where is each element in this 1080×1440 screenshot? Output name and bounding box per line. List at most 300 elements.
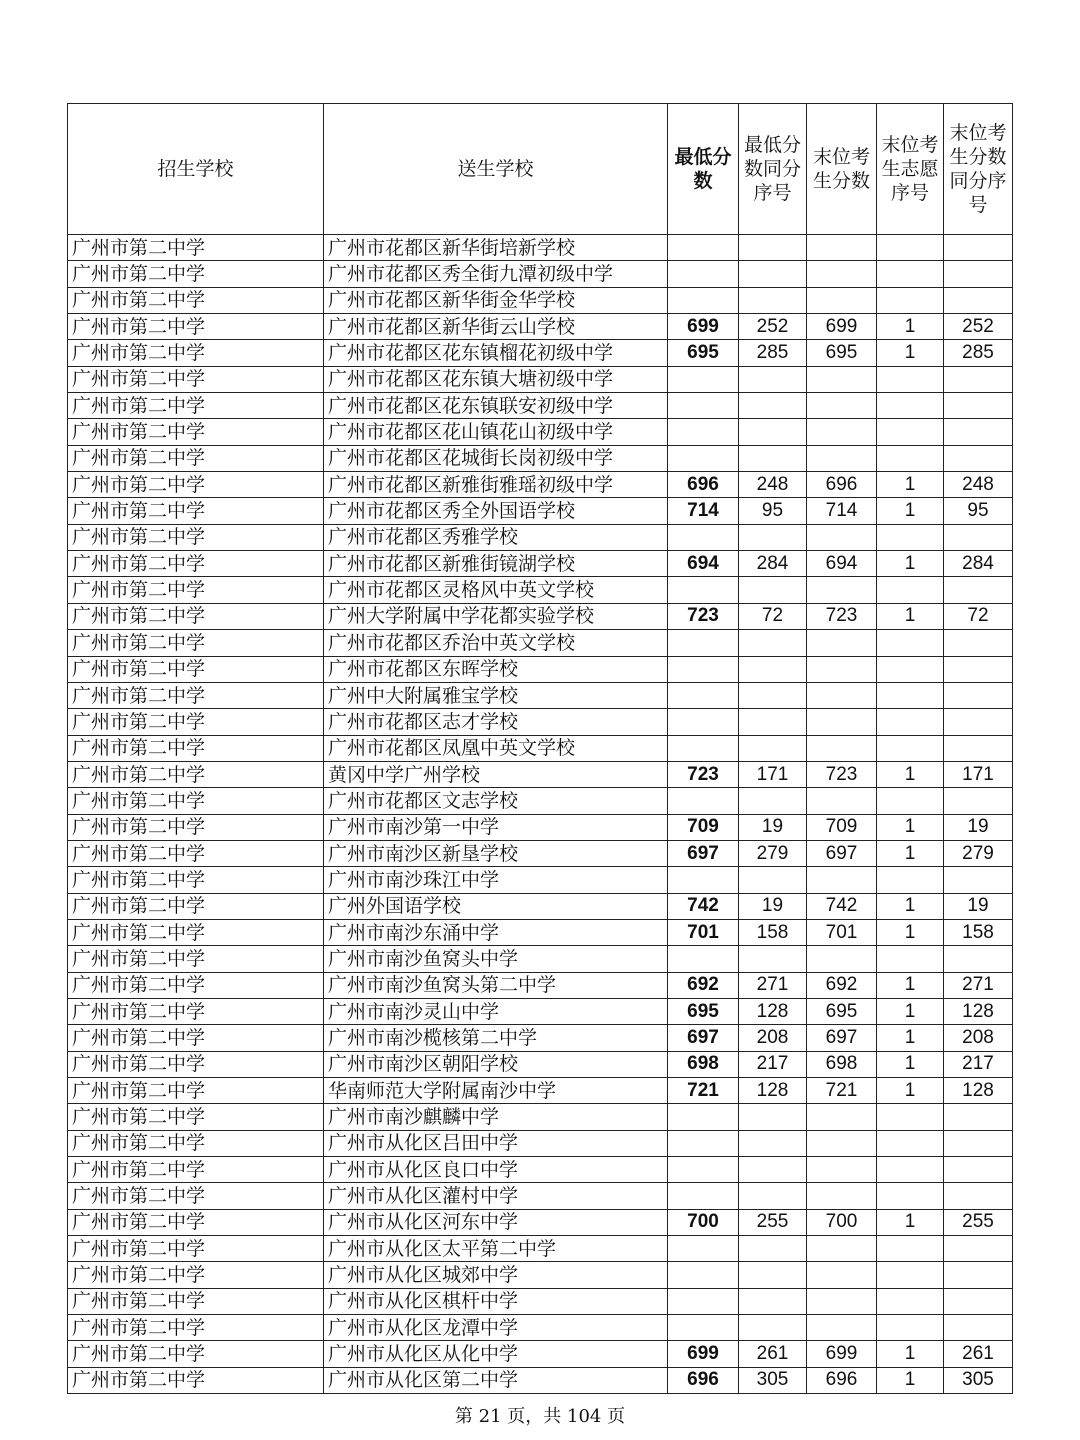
min-score-cell: 696 [668,472,739,498]
last-pref-rank-cell [877,682,944,708]
min-score-cell [668,1157,739,1183]
send-school-cell: 广州市从化区灌村中学 [324,1183,668,1209]
send-school-cell: 华南师范大学附属南沙中学 [324,1078,668,1104]
send-school-cell: 广州市从化区良口中学 [324,1157,668,1183]
min-score-cell: 699 [668,1341,739,1367]
last-score-cell [807,235,877,261]
min-score-cell [668,682,739,708]
send-school-cell: 广州市南沙珠江中学 [324,867,668,893]
min-score-cell [668,1183,739,1209]
last-score-cell [807,735,877,761]
send-school-cell: 广州市花都区新雅街镜湖学校 [324,551,668,577]
last-score-cell: 723 [807,761,877,787]
min-score-rank-cell [739,1183,807,1209]
last-score-cell [807,1104,877,1130]
last-pref-rank-cell: 1 [877,1051,944,1077]
recruit-school-cell: 广州市第二中学 [68,1078,324,1104]
last-same-rank-cell: 128 [944,998,1013,1024]
send-school-cell: 广州市南沙榄核第二中学 [324,1025,668,1051]
min-score-rank-cell [739,445,807,471]
last-score-cell: 696 [807,1367,877,1393]
table-row [68,919,1013,945]
table-row [68,235,1013,261]
last-same-rank-cell: 252 [944,314,1013,340]
last-same-rank-cell [944,1183,1013,1209]
recruit-school-cell: 广州市第二中学 [68,946,324,972]
recruit-school-cell: 广州市第二中学 [68,709,324,735]
send-school-cell: 广州市花都区新华街云山学校 [324,314,668,340]
recruit-school-cell: 广州市第二中学 [68,656,324,682]
last-same-rank-cell [944,419,1013,445]
send-school-cell: 广州市花都区文志学校 [324,788,668,814]
recruit-school-cell: 广州市第二中学 [68,287,324,313]
last-same-rank-cell [944,867,1013,893]
min-score-rank-cell [739,656,807,682]
recruit-school-cell: 广州市第二中学 [68,1104,324,1130]
table-row [68,1130,1013,1156]
last-same-rank-cell [944,1262,1013,1288]
min-score-cell [668,1104,739,1130]
header-last-same-rank: 末位考生分数同分序号 [944,104,1013,235]
send-school-cell: 广州市花都区花东镇榴花初级中学 [324,340,668,366]
last-same-rank-cell [944,656,1013,682]
header-last-pref-rank: 末位考生志愿序号 [877,104,944,235]
min-score-cell [668,445,739,471]
recruit-school-cell: 广州市第二中学 [68,998,324,1024]
last-score-cell: 714 [807,498,877,524]
last-score-cell: 695 [807,340,877,366]
last-same-rank-cell: 284 [944,551,1013,577]
send-school-cell: 广州市花都区新华街金华学校 [324,287,668,313]
recruit-school-cell: 广州市第二中学 [68,630,324,656]
last-score-cell [807,1315,877,1341]
last-score-cell [807,366,877,392]
min-score-rank-cell: 248 [739,472,807,498]
min-score-cell: 697 [668,840,739,866]
table-row [68,1051,1013,1077]
table-row [68,1157,1013,1183]
last-score-cell [807,524,877,550]
last-score-cell [807,1183,877,1209]
header-recruit-school: 招生学校 [68,104,324,235]
recruit-school-cell: 广州市第二中学 [68,972,324,998]
last-pref-rank-cell: 1 [877,1078,944,1104]
table-row [68,840,1013,866]
table-row [68,1236,1013,1262]
recruit-school-cell: 广州市第二中学 [68,1262,324,1288]
last-pref-rank-cell [877,1104,944,1130]
last-score-cell: 697 [807,840,877,866]
table-row [68,314,1013,340]
last-score-cell [807,946,877,972]
send-school-cell: 广州市花都区秀全街九潭初级中学 [324,261,668,287]
table-row [68,577,1013,603]
min-score-rank-cell [739,946,807,972]
min-score-rank-cell [739,287,807,313]
table-row [68,814,1013,840]
min-score-rank-cell: 217 [739,1051,807,1077]
last-same-rank-cell: 248 [944,472,1013,498]
last-same-rank-cell [944,682,1013,708]
last-score-cell [807,656,877,682]
table-row [68,867,1013,893]
send-school-cell: 广州市花都区花东镇联安初级中学 [324,393,668,419]
table-row [68,445,1013,471]
recruit-school-cell: 广州市第二中学 [68,1209,324,1235]
send-school-cell: 广州市南沙灵山中学 [324,998,668,1024]
last-pref-rank-cell: 1 [877,498,944,524]
recruit-school-cell: 广州市第二中学 [68,893,324,919]
recruit-school-cell: 广州市第二中学 [68,235,324,261]
table-row [68,1183,1013,1209]
last-pref-rank-cell: 1 [877,761,944,787]
table-row [68,603,1013,629]
recruit-school-cell: 广州市第二中学 [68,682,324,708]
table-row [68,972,1013,998]
table-row [68,630,1013,656]
last-pref-rank-cell [877,1130,944,1156]
last-pref-rank-cell [877,788,944,814]
min-score-rank-cell: 279 [739,840,807,866]
last-pref-rank-cell [877,261,944,287]
min-score-cell: 709 [668,814,739,840]
table-row [68,788,1013,814]
last-pref-rank-cell: 1 [877,1367,944,1393]
min-score-rank-cell [739,366,807,392]
recruit-school-cell: 广州市第二中学 [68,788,324,814]
min-score-cell [668,1262,739,1288]
last-score-cell [807,261,877,287]
send-school-cell: 广州市花都区花东镇大塘初级中学 [324,366,668,392]
last-score-cell [807,393,877,419]
min-score-rank-cell [739,1315,807,1341]
min-score-cell: 701 [668,919,739,945]
last-score-cell [807,1157,877,1183]
last-same-rank-cell [944,1104,1013,1130]
min-score-rank-cell: 128 [739,1078,807,1104]
recruit-school-cell: 广州市第二中学 [68,919,324,945]
last-same-rank-cell: 285 [944,340,1013,366]
table-row [68,1288,1013,1314]
admission-table [67,103,1013,1394]
min-score-rank-cell [739,1157,807,1183]
last-score-cell [807,1236,877,1262]
send-school-cell: 广州市从化区城郊中学 [324,1262,668,1288]
header-last-score: 末位考生分数 [807,104,877,235]
last-pref-rank-cell [877,393,944,419]
min-score-cell [668,788,739,814]
last-score-cell [807,682,877,708]
last-pref-rank-cell [877,524,944,550]
recruit-school-cell: 广州市第二中学 [68,393,324,419]
table-row [68,1209,1013,1235]
last-pref-rank-cell [877,1157,944,1183]
recruit-school-cell: 广州市第二中学 [68,340,324,366]
last-score-cell [807,419,877,445]
last-same-rank-cell: 305 [944,1367,1013,1393]
last-same-rank-cell [944,261,1013,287]
table-row [68,1315,1013,1341]
send-school-cell: 广州市花都区新华街培新学校 [324,235,668,261]
last-score-cell: 700 [807,1209,877,1235]
min-score-cell [668,867,739,893]
table-row [68,287,1013,313]
table-row [68,1367,1013,1393]
min-score-cell [668,735,739,761]
min-score-rank-cell [739,1130,807,1156]
last-same-rank-cell: 271 [944,972,1013,998]
last-pref-rank-cell [877,1236,944,1262]
recruit-school-cell: 广州市第二中学 [68,551,324,577]
recruit-school-cell: 广州市第二中学 [68,603,324,629]
last-same-rank-cell [944,287,1013,313]
last-score-cell [807,630,877,656]
last-same-rank-cell: 95 [944,498,1013,524]
send-school-cell: 广州大学附属中学花都实验学校 [324,603,668,629]
last-pref-rank-cell: 1 [877,1341,944,1367]
recruit-school-cell: 广州市第二中学 [68,472,324,498]
send-school-cell: 广州市花都区花山镇花山初级中学 [324,419,668,445]
min-score-rank-cell: 255 [739,1209,807,1235]
last-score-cell: 698 [807,1051,877,1077]
min-score-cell [668,235,739,261]
last-pref-rank-cell: 1 [877,1025,944,1051]
table-row [68,261,1013,287]
min-score-rank-cell: 208 [739,1025,807,1051]
min-score-cell [668,366,739,392]
recruit-school-cell: 广州市第二中学 [68,1157,324,1183]
send-school-cell: 广州市花都区志才学校 [324,709,668,735]
recruit-school-cell: 广州市第二中学 [68,445,324,471]
recruit-school-cell: 广州市第二中学 [68,314,324,340]
last-pref-rank-cell [877,1183,944,1209]
send-school-cell: 广州市花都区东晖学校 [324,656,668,682]
recruit-school-cell: 广州市第二中学 [68,1130,324,1156]
table-row [68,1262,1013,1288]
table-row [68,498,1013,524]
last-same-rank-cell [944,735,1013,761]
last-score-cell [807,788,877,814]
last-same-rank-cell [944,946,1013,972]
send-school-cell: 广州市南沙第一中学 [324,814,668,840]
min-score-rank-cell: 19 [739,893,807,919]
last-score-cell: 694 [807,551,877,577]
last-same-rank-cell [944,524,1013,550]
last-same-rank-cell [944,1236,1013,1262]
last-pref-rank-cell [877,419,944,445]
min-score-rank-cell: 261 [739,1341,807,1367]
recruit-school-cell: 广州市第二中学 [68,1051,324,1077]
last-same-rank-cell: 19 [944,893,1013,919]
min-score-rank-cell [739,235,807,261]
table-row [68,682,1013,708]
last-score-cell: 697 [807,1025,877,1051]
min-score-cell [668,946,739,972]
min-score-rank-cell [739,630,807,656]
min-score-cell [668,1236,739,1262]
table-row [68,735,1013,761]
last-pref-rank-cell: 1 [877,893,944,919]
send-school-cell: 广州外国语学校 [324,893,668,919]
last-same-rank-cell [944,1157,1013,1183]
min-score-cell: 695 [668,340,739,366]
last-pref-rank-cell [877,366,944,392]
header-row [68,104,1013,235]
recruit-school-cell: 广州市第二中学 [68,1367,324,1393]
table-row [68,998,1013,1024]
recruit-school-cell: 广州市第二中学 [68,1315,324,1341]
min-score-rank-cell [739,682,807,708]
last-same-rank-cell [944,1130,1013,1156]
last-same-rank-cell [944,445,1013,471]
min-score-cell: 694 [668,551,739,577]
send-school-cell: 广州市花都区秀雅学校 [324,524,668,550]
min-score-rank-cell [739,1104,807,1130]
min-score-rank-cell: 19 [739,814,807,840]
last-pref-rank-cell [877,735,944,761]
min-score-cell [668,287,739,313]
min-score-rank-cell: 285 [739,340,807,366]
min-score-rank-cell [739,261,807,287]
last-pref-rank-cell: 1 [877,340,944,366]
min-score-cell [668,1315,739,1341]
min-score-rank-cell: 305 [739,1367,807,1393]
send-school-cell: 广州市从化区太平第二中学 [324,1236,668,1262]
last-same-rank-cell: 19 [944,814,1013,840]
header-min-score: 最低分数 [668,104,739,235]
last-score-cell: 695 [807,998,877,1024]
table-row [68,551,1013,577]
table-row [68,524,1013,550]
last-same-rank-cell: 279 [944,840,1013,866]
last-score-cell [807,287,877,313]
table-row [68,893,1013,919]
last-score-cell [807,709,877,735]
last-pref-rank-cell: 1 [877,603,944,629]
send-school-cell: 广州市南沙鱼窝头第二中学 [324,972,668,998]
send-school-cell: 广州市南沙麒麟中学 [324,1104,668,1130]
min-score-rank-cell [739,788,807,814]
last-pref-rank-cell [877,445,944,471]
recruit-school-cell: 广州市第二中学 [68,814,324,840]
recruit-school-cell: 广州市第二中学 [68,366,324,392]
min-score-cell [668,1130,739,1156]
recruit-school-cell: 广州市第二中学 [68,1183,324,1209]
last-same-rank-cell [944,235,1013,261]
last-pref-rank-cell [877,630,944,656]
min-score-cell: 699 [668,314,739,340]
min-score-cell [668,261,739,287]
last-pref-rank-cell: 1 [877,919,944,945]
send-school-cell: 广州市从化区第二中学 [324,1367,668,1393]
last-pref-rank-cell: 1 [877,998,944,1024]
send-school-cell: 广州市花都区新雅街雅瑶初级中学 [324,472,668,498]
min-score-cell [668,1288,739,1314]
table-row [68,1078,1013,1104]
min-score-cell [668,709,739,735]
last-pref-rank-cell [877,1315,944,1341]
send-school-cell: 广州市花都区乔治中英文学校 [324,630,668,656]
send-school-cell: 广州市从化区龙潭中学 [324,1315,668,1341]
recruit-school-cell: 广州市第二中学 [68,1341,324,1367]
send-school-cell: 广州市南沙区朝阳学校 [324,1051,668,1077]
recruit-school-cell: 广州市第二中学 [68,498,324,524]
min-score-cell: 695 [668,998,739,1024]
min-score-rank-cell [739,393,807,419]
last-same-rank-cell: 261 [944,1341,1013,1367]
last-pref-rank-cell [877,287,944,313]
last-same-rank-cell [944,1315,1013,1341]
table-row [68,366,1013,392]
last-score-cell: 742 [807,893,877,919]
min-score-rank-cell: 271 [739,972,807,998]
send-school-cell: 广州市南沙鱼窝头中学 [324,946,668,972]
min-score-rank-cell [739,419,807,445]
recruit-school-cell: 广州市第二中学 [68,419,324,445]
min-score-cell [668,630,739,656]
send-school-cell: 广州市从化区从化中学 [324,1341,668,1367]
recruit-school-cell: 广州市第二中学 [68,577,324,603]
table-row [68,340,1013,366]
header-send-school: 送生学校 [324,104,668,235]
min-score-cell: 714 [668,498,739,524]
min-score-rank-cell [739,709,807,735]
last-pref-rank-cell [877,946,944,972]
min-score-rank-cell: 95 [739,498,807,524]
table-row [68,761,1013,787]
min-score-cell [668,656,739,682]
table-row [68,393,1013,419]
last-same-rank-cell [944,366,1013,392]
table-row [68,1341,1013,1367]
last-same-rank-cell: 158 [944,919,1013,945]
last-score-cell [807,867,877,893]
min-score-cell [668,393,739,419]
last-same-rank-cell [944,577,1013,603]
min-score-rank-cell [739,1262,807,1288]
min-score-rank-cell: 72 [739,603,807,629]
last-same-rank-cell: 128 [944,1078,1013,1104]
last-same-rank-cell: 72 [944,603,1013,629]
min-score-rank-cell: 128 [739,998,807,1024]
min-score-cell [668,577,739,603]
last-same-rank-cell [944,788,1013,814]
last-score-cell: 723 [807,603,877,629]
last-same-rank-cell [944,1288,1013,1314]
last-same-rank-cell: 217 [944,1051,1013,1077]
min-score-rank-cell: 158 [739,919,807,945]
last-same-rank-cell [944,393,1013,419]
last-same-rank-cell: 171 [944,761,1013,787]
last-score-cell: 699 [807,1341,877,1367]
page-footer: 第 21 页，共 104 页 [454,1406,626,1427]
last-pref-rank-cell: 1 [877,814,944,840]
send-school-cell: 广州市南沙区新垦学校 [324,840,668,866]
min-score-rank-cell [739,1236,807,1262]
send-school-cell: 广州市花都区灵格风中英文学校 [324,577,668,603]
table-row [68,472,1013,498]
min-score-cell [668,524,739,550]
recruit-school-cell: 广州市第二中学 [68,524,324,550]
last-same-rank-cell: 255 [944,1209,1013,1235]
last-pref-rank-cell [877,235,944,261]
send-school-cell: 广州市花都区花城街长岗初级中学 [324,445,668,471]
min-score-rank-cell [739,735,807,761]
last-pref-rank-cell [877,867,944,893]
table-row [68,1025,1013,1051]
min-score-rank-cell: 284 [739,551,807,577]
last-score-cell: 721 [807,1078,877,1104]
